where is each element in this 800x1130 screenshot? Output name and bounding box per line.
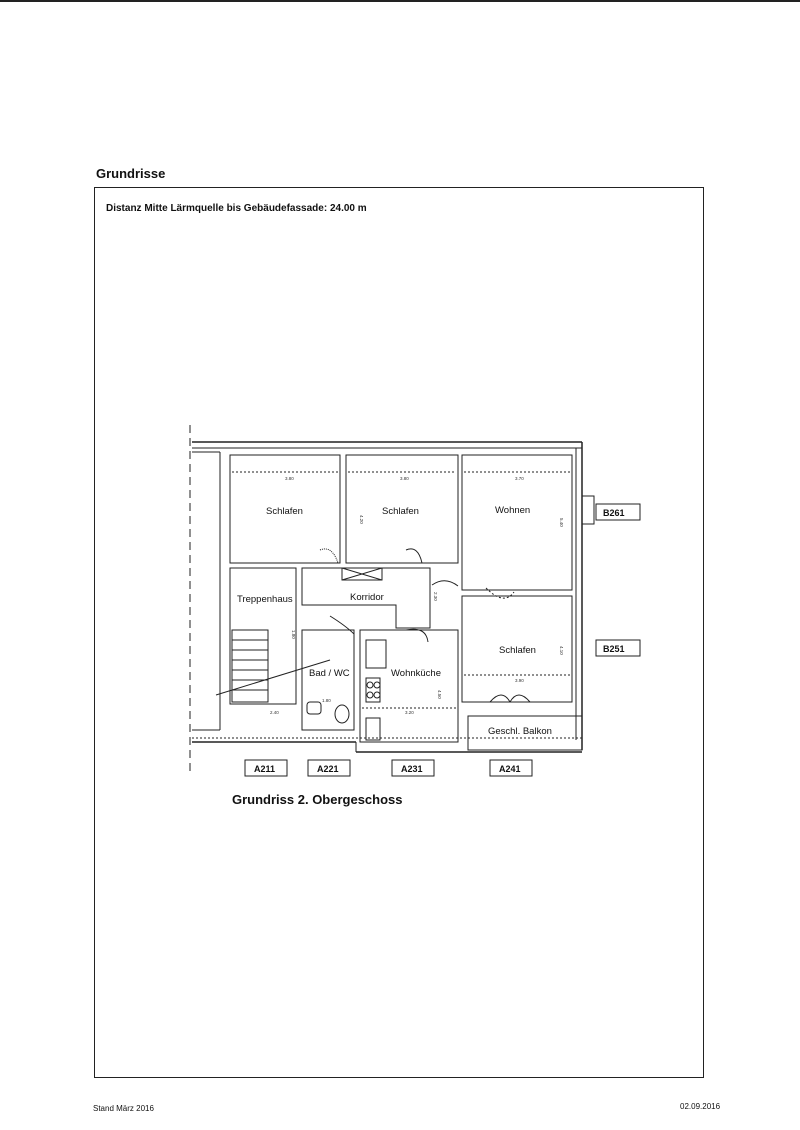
room-bad-wc: Bad / WC xyxy=(309,668,350,679)
unit-label-b261: B261 xyxy=(603,508,625,518)
dim-label: 4.10 xyxy=(559,646,564,655)
room-korridor: Korridor xyxy=(350,592,384,603)
footer-date-right: 02.09.2016 xyxy=(680,1102,721,1111)
dim-label: 2.30 xyxy=(433,592,438,601)
dim-label: 2.40 xyxy=(270,710,279,715)
unit-label-a231: A231 xyxy=(401,764,423,774)
top-border-line xyxy=(0,0,800,2)
dim-label: 3.70 xyxy=(515,476,524,481)
dim-label: 4.50 xyxy=(437,690,442,699)
section-title: Grundrisse xyxy=(96,166,166,181)
unit-label-a221: A221 xyxy=(317,764,339,774)
room-schlafen-2: Schlafen xyxy=(382,506,419,517)
dim-label: 3.80 xyxy=(285,476,294,481)
distance-note: Distanz Mitte Lärmquelle bis Gebäudefassade: 24.00 m xyxy=(106,203,367,214)
room-balkon: Geschl. Balkon xyxy=(488,726,552,737)
footer-date-left: Stand März 2016 xyxy=(93,1104,154,1113)
floor-plan xyxy=(170,420,625,780)
unit-label-b251: B251 xyxy=(603,644,625,654)
plan-title: Grundriss 2. Obergeschoss xyxy=(232,792,403,807)
unit-label-a241: A241 xyxy=(499,764,521,774)
dim-label: 1.80 xyxy=(291,630,296,639)
unit-label-a211: A211 xyxy=(254,764,276,774)
dim-label: 3.20 xyxy=(405,710,414,715)
dim-label: 4.20 xyxy=(359,515,364,524)
dim-label: 1.80 xyxy=(322,698,331,703)
room-schlafen-1: Schlafen xyxy=(266,506,303,517)
dim-label: 5.40 xyxy=(559,518,564,527)
room-wohnen: Wohnen xyxy=(495,505,531,516)
room-schlafen-3: Schlafen xyxy=(499,645,536,656)
room-treppenhaus: Treppenhaus xyxy=(237,594,293,605)
room-wohnkueche: Wohnküche xyxy=(391,668,441,679)
dim-label: 3.80 xyxy=(400,476,409,481)
dim-label: 3.90 xyxy=(515,678,524,683)
